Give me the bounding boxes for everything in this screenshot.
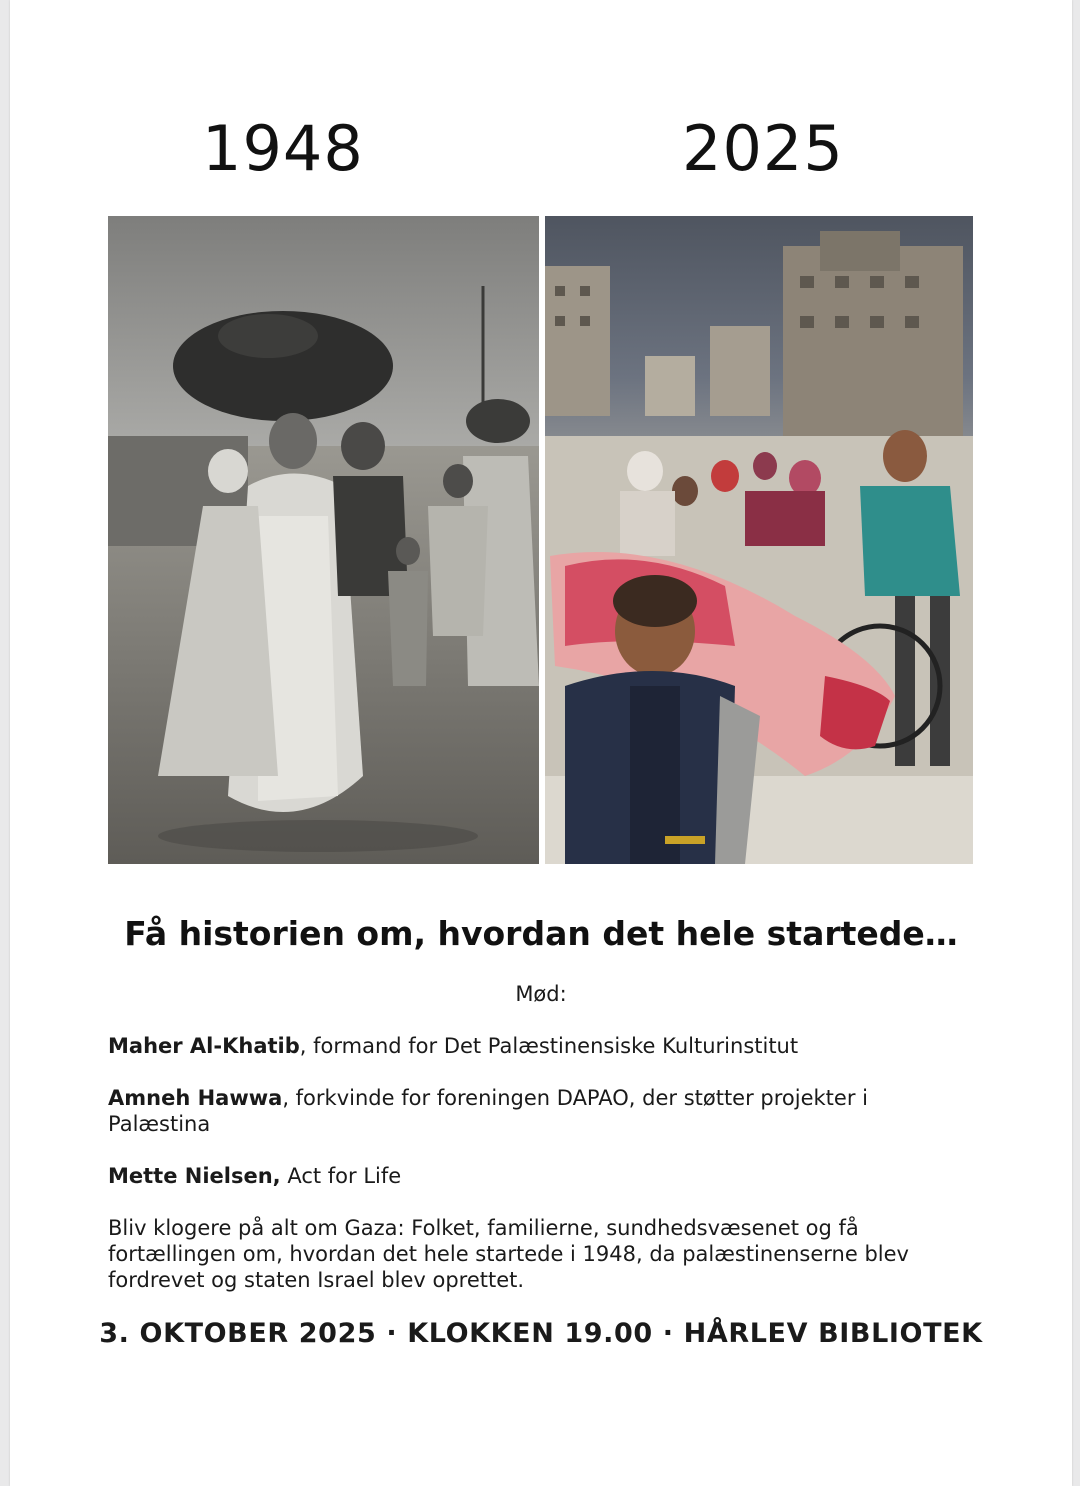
- speaker-entry: [108, 1033, 948, 1059]
- year-1948-label: 1948: [202, 112, 364, 185]
- year-2025-label: 2025: [682, 112, 844, 185]
- speaker-entry: [108, 1163, 948, 1189]
- speaker-description: , forkvinde for foreningen DAPAO, der støtter projekter i Palæstina: [108, 1086, 868, 1136]
- headline: Få historien om, hvordan det hele startede…: [124, 914, 958, 953]
- contemporary-photo-2025: [545, 216, 973, 864]
- speaker-entry: [108, 1085, 948, 1137]
- poster-page: [10, 0, 1072, 1486]
- event-details-footer: 3. OKTOBER 2025 · KLOKKEN 19.00 · HÅRLEV BIBLIOTEK: [99, 1318, 983, 1349]
- speaker-name: Mette Nielsen,: [108, 1164, 281, 1188]
- speaker-description: Act for Life: [280, 1164, 402, 1188]
- speaker-name: Maher Al-Khatib: [108, 1034, 300, 1058]
- historical-photo-1948: [108, 216, 539, 864]
- body-text: Bliv klogere på alt om Gaza: Folket, familierne, sundhedsvæsenet og få fortællingen om, hvordan det hele startede i 1948, da palæstinenserne blev fordrevet og staten Israel blev oprettet.: [108, 1216, 909, 1292]
- meet-label: Mød:: [515, 982, 567, 1006]
- speaker-description: , formand for Det Palæstinensiske Kulturinstitut: [299, 1034, 799, 1058]
- speaker-name: Amneh Hawwa: [108, 1086, 283, 1110]
